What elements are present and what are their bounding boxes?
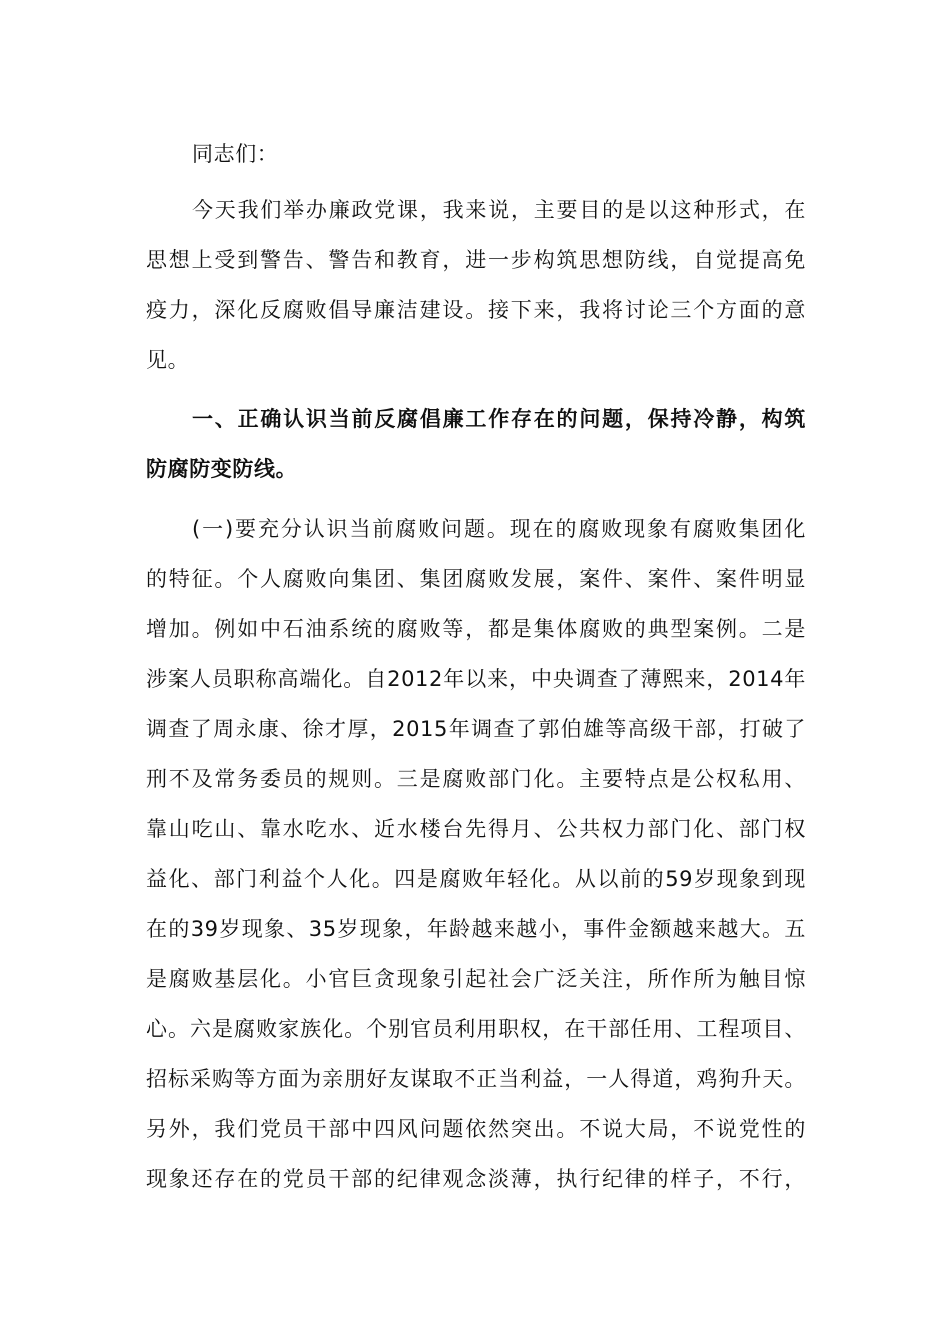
paragraph-2-line-14: 现象还存在的党员干部的纪律观念淡薄，执行纪律的样子，不行， (146, 1167, 806, 1191)
paragraph-2-line-4: 涉案人员职称高端化。自2012年以来，中央调查了薄熙来，2014年 (146, 667, 806, 691)
greeting: 同志们： (192, 142, 279, 166)
paragraph-2-line-7: 靠山吃山、靠水吃水、近水楼台先得月、公共权力部门化、部门权 (146, 817, 806, 841)
paragraph-1-line-4: 见。 (146, 348, 190, 372)
paragraph-2-line-6: 刑不及常务委员的规则。三是腐败部门化。主要特点是公权私用、 (146, 767, 806, 791)
paragraph-2-line-8: 益化、部门利益个人化。四是腐败年轻化。从以前的59岁现象到现 (146, 867, 806, 891)
paragraph-2-line-11: 心。六是腐败家族化。个别官员利用职权，在干部任用、工程项目、 (146, 1017, 806, 1041)
paragraph-1-line-3: 疫力，深化反腐败倡导廉洁建设。接下来，我将讨论三个方面的意 (146, 298, 806, 322)
paragraph-2-line-12: 招标采购等方面为亲朋好友谋取不正当利益，一人得道，鸡狗升天。 (146, 1067, 806, 1091)
paragraph-2-line-13: 另外，我们党员干部中四风问题依然突出。不说大局，不说党性的 (146, 1117, 806, 1141)
section-heading-line-2: 防腐防变防线。 (146, 457, 298, 481)
section-heading-line-1: 一、正确认识当前反腐倡廉工作存在的问题，保持冷静，构筑 (192, 407, 806, 431)
paragraph-1-line-1: 今天我们举办廉政党课，我来说，主要目的是以这种形式，在 (192, 198, 806, 222)
paragraph-2-line-9: 在的39岁现象、35岁现象，年龄越来越小，事件金额越来越大。五 (146, 917, 806, 941)
paragraph-1-line-2: 思想上受到警告、警告和教育，进一步构筑思想防线，自觉提高免 (146, 248, 806, 272)
paragraph-2-line-2: 的特征。个人腐败向集团、集团腐败发展，案件、案件、案件明显 (146, 567, 806, 591)
paragraph-2-line-10: 是腐败基层化。小官巨贪现象引起社会广泛关注，所作所为触目惊 (146, 967, 806, 991)
paragraph-2-line-3: 增加。例如中石油系统的腐败等，都是集体腐败的典型案例。二是 (146, 617, 806, 641)
paragraph-2-line-1: (一)要充分认识当前腐败问题。现在的腐败现象有腐败集团化 (192, 517, 806, 541)
paragraph-2-line-5: 调查了周永康、徐才厚，2015年调查了郭伯雄等高级干部，打破了 (146, 717, 806, 741)
